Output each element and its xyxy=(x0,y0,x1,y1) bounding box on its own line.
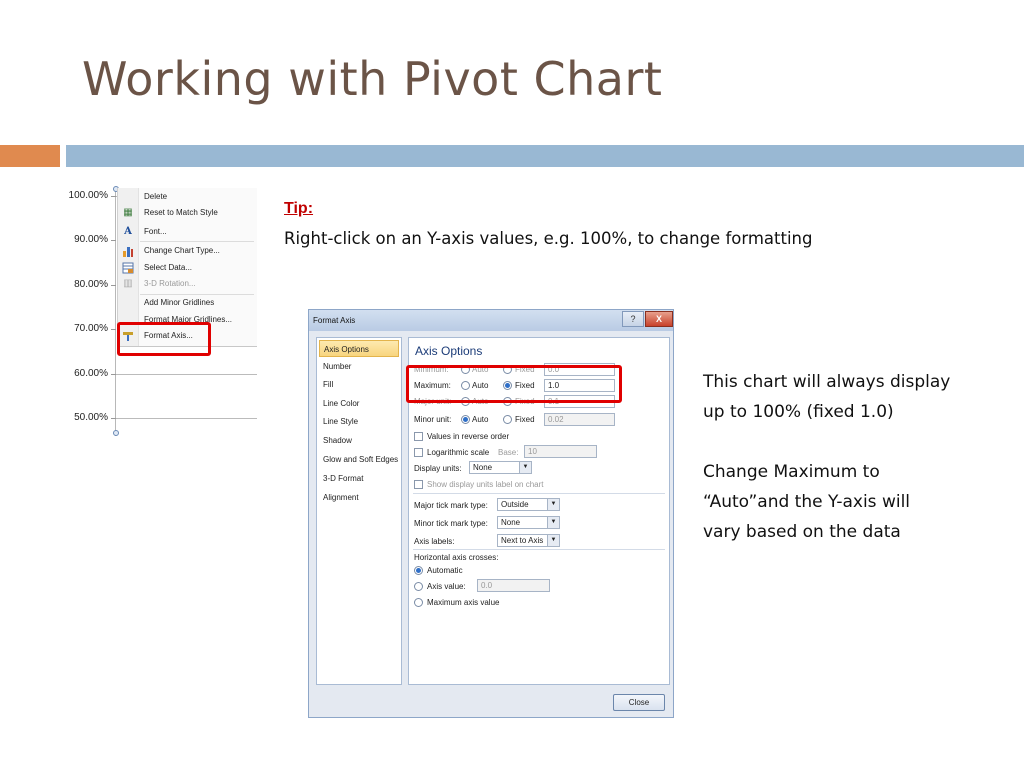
chevron-down-icon: ▼ xyxy=(519,462,531,473)
max-axis-value-label: Maximum axis value xyxy=(427,598,500,607)
menu-item-label: Reset to Match Style xyxy=(144,208,218,217)
sidebar-item-label: Number xyxy=(323,362,352,371)
menu-separator xyxy=(140,241,254,242)
axis-labels-dropdown[interactable] xyxy=(497,534,560,547)
note-auto-max xyxy=(703,457,1008,547)
axis-labels-value: Next to Axis xyxy=(501,536,544,545)
base-label: Base: xyxy=(498,448,519,457)
menu-item-change-chart-type[interactable] xyxy=(118,244,257,259)
menu-separator xyxy=(140,294,254,295)
sidebar-item-line-style[interactable] xyxy=(319,413,399,430)
major-tick-dropdown[interactable] xyxy=(497,498,560,511)
sidebar-item-label: Alignment xyxy=(323,493,359,502)
values-reverse-checkbox[interactable] xyxy=(414,432,423,441)
select-data-icon xyxy=(122,262,134,274)
y-axis-line[interactable] xyxy=(115,188,116,436)
minor-tick-value: None xyxy=(501,518,521,527)
y-tick-label[interactable]: 70.00% xyxy=(74,323,108,334)
axis-labels-label: Axis labels: xyxy=(414,537,455,546)
max-axis-value-radio[interactable] xyxy=(414,598,423,607)
chevron-down-icon: ▼ xyxy=(547,499,559,510)
base-value-field[interactable]: 10 xyxy=(524,445,597,458)
tip-text: Right-click on an Y-axis values, e.g. 100%, to change formatting xyxy=(284,229,813,248)
sidebar-item-glow-soft-edges[interactable] xyxy=(319,451,399,468)
highlight-box-format-axis xyxy=(117,322,211,356)
axis-value-label: Axis value: xyxy=(427,582,466,591)
automatic-radio[interactable] xyxy=(414,566,423,575)
note-line: vary based on the data xyxy=(703,522,901,542)
panel-separator xyxy=(413,549,665,550)
sidebar-item-3d-format[interactable] xyxy=(319,470,399,487)
dialog-titlebar[interactable] xyxy=(309,310,673,331)
major-unit-value-field[interactable]: 0.1 xyxy=(544,395,615,408)
minimum-fixed-label: Fixed xyxy=(515,365,535,374)
sidebar-item-label: 3-D Format xyxy=(323,474,364,483)
h-axis-crosses-label: Horizontal axis crosses: xyxy=(414,553,499,562)
font-icon: A xyxy=(124,226,132,237)
minor-unit-value-field[interactable]: 0.02 xyxy=(544,413,615,426)
note-line: “Auto”and the Y-axis will xyxy=(703,492,911,512)
log-scale-checkbox[interactable] xyxy=(414,448,423,457)
sidebar-item-label: Line Color xyxy=(323,399,360,408)
sidebar-item-label: Axis Options xyxy=(324,345,369,354)
menu-item-label: Delete xyxy=(144,192,168,201)
display-units-value: None xyxy=(473,463,493,472)
show-units-label: Show display units label on chart xyxy=(427,480,544,489)
close-button[interactable]: Close xyxy=(613,694,665,711)
minimum-value-field[interactable]: 0.0 xyxy=(544,363,615,376)
values-reverse-label: Values in reverse order xyxy=(427,432,510,441)
help-button[interactable]: ? xyxy=(622,311,644,327)
major-unit-auto-label: Auto xyxy=(472,397,489,406)
note-line: Change Maximum to xyxy=(703,462,880,482)
menu-item-add-minor-gridlines[interactable] xyxy=(118,296,257,311)
y-tick-label[interactable]: 60.00% xyxy=(74,368,108,379)
sidebar-item-alignment[interactable] xyxy=(319,489,399,506)
minor-unit-auto-label: Auto xyxy=(472,415,489,424)
y-tick-label[interactable]: 100.00% xyxy=(68,190,108,201)
menu-item-delete[interactable] xyxy=(118,190,257,205)
menu-item-label: Format Major Gridlines... xyxy=(144,315,233,324)
log-scale-label: Logarithmic scale xyxy=(427,448,490,457)
menu-item-label: Format Axis... xyxy=(144,331,193,340)
sidebar-item-fill[interactable] xyxy=(319,376,399,393)
display-units-dropdown[interactable] xyxy=(469,461,532,474)
minor-tick-dropdown[interactable] xyxy=(497,516,560,529)
maximum-fixed-label: Fixed xyxy=(515,381,535,390)
minor-unit-auto-radio[interactable] xyxy=(461,415,470,424)
accent-bar-orange xyxy=(0,145,60,167)
automatic-label: Automatic xyxy=(427,566,463,575)
minimum-auto-label: Auto xyxy=(472,365,489,374)
major-unit-label: Major unit: xyxy=(414,397,452,406)
note-line: up to 100% (fixed 1.0) xyxy=(703,402,894,422)
note-fixed-max xyxy=(703,367,1008,427)
tip-heading: Tip: xyxy=(284,200,314,217)
sidebar-item-line-color[interactable] xyxy=(319,395,399,412)
dialog-title: Format Axis xyxy=(313,316,356,325)
menu-item-label: Add Minor Gridlines xyxy=(144,298,215,307)
reset-style-icon: ▦ xyxy=(123,207,133,218)
menu-item-label: 3-D Rotation... xyxy=(144,279,196,288)
menu-item-select-data[interactable] xyxy=(118,261,257,276)
axis-value-radio[interactable] xyxy=(414,582,423,591)
sidebar-item-label: Fill xyxy=(323,380,334,389)
panel-separator xyxy=(413,493,665,494)
sidebar-item-axis-options[interactable] xyxy=(319,340,399,357)
note-line: This chart will always display xyxy=(703,372,951,392)
sidebar-item-number[interactable] xyxy=(319,358,399,375)
y-tick-label[interactable]: 80.00% xyxy=(74,279,108,290)
rotation-icon: ▥ xyxy=(123,278,133,289)
minor-unit-fixed-radio[interactable] xyxy=(503,415,512,424)
menu-item-3d-rotation[interactable] xyxy=(118,277,257,292)
slide-title: Working with Pivot Chart xyxy=(82,52,663,106)
display-units-label: Display units: xyxy=(414,464,462,473)
menu-item-label: Select Data... xyxy=(144,263,193,272)
sidebar-item-label: Shadow xyxy=(323,436,352,445)
y-tick-label[interactable]: 50.00% xyxy=(74,412,108,423)
dialog-sidebar xyxy=(316,337,402,685)
minor-tick-label: Minor tick mark type: xyxy=(414,519,488,528)
minimum-label: Minimum: xyxy=(414,365,449,374)
axis-value-field[interactable]: 0.0 xyxy=(477,579,550,592)
chevron-down-icon: ▼ xyxy=(547,535,559,546)
y-tick xyxy=(111,285,116,286)
major-unit-fixed-label: Fixed xyxy=(515,397,535,406)
maximum-label: Maximum: xyxy=(414,381,451,390)
axis-selection-handle[interactable] xyxy=(113,430,119,436)
y-tick-label[interactable]: 90.00% xyxy=(74,234,108,245)
minor-unit-fixed-label: Fixed xyxy=(515,415,535,424)
major-tick-value: Outside xyxy=(501,500,529,509)
panel-heading: Axis Options xyxy=(415,344,483,358)
sidebar-item-label: Glow and Soft Edges xyxy=(323,455,399,464)
accent-bar-blue xyxy=(66,145,1024,167)
menu-item-reset-style[interactable] xyxy=(118,206,257,221)
menu-item-font[interactable] xyxy=(118,225,257,240)
menu-item-label: Font... xyxy=(144,227,167,236)
gridline xyxy=(116,374,257,375)
maximum-auto-label: Auto xyxy=(472,381,489,390)
y-tick xyxy=(111,329,116,330)
major-tick-label: Major tick mark type: xyxy=(414,501,488,510)
show-units-checkbox[interactable] xyxy=(414,480,423,489)
maximum-value-field[interactable]: 1.0 xyxy=(544,379,615,392)
close-window-button[interactable]: X xyxy=(645,311,673,327)
menu-item-label: Change Chart Type... xyxy=(144,246,220,255)
highlight-box-maximum xyxy=(406,365,622,403)
gridline xyxy=(116,418,257,419)
chart-type-icon xyxy=(122,245,134,257)
minor-unit-label: Minor unit: xyxy=(414,415,452,424)
sidebar-item-label: Line Style xyxy=(323,417,359,426)
y-tick xyxy=(111,240,116,241)
chevron-down-icon: ▼ xyxy=(547,517,559,528)
sidebar-item-shadow[interactable] xyxy=(319,432,399,449)
